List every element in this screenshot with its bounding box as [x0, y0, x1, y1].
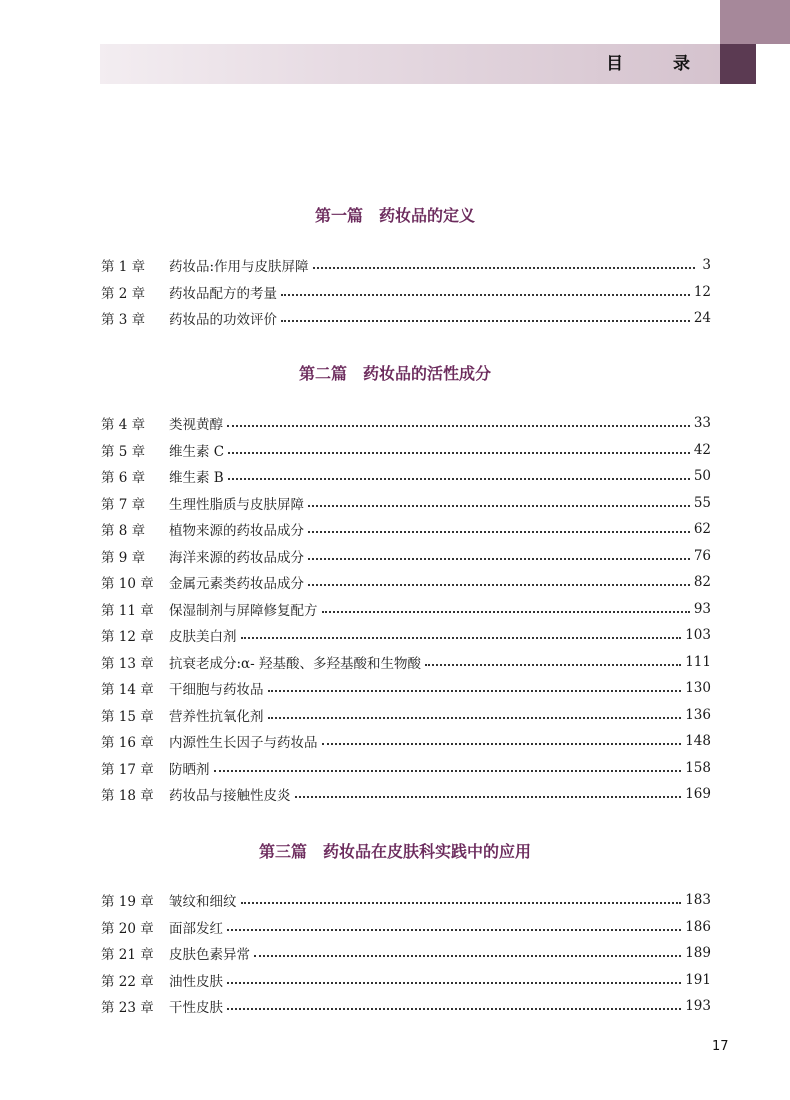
- toc-entry[interactable]: [101, 254, 711, 276]
- chapter-number: 第 1 章: [101, 259, 146, 275]
- chapter-number: 第 8 章: [101, 523, 146, 539]
- chapter-page: 12: [693, 284, 711, 300]
- part-title-2: [0, 361, 790, 384]
- chapter-title: 防晒剂: [169, 762, 210, 778]
- dot-leader: [313, 267, 695, 269]
- dot-leader: [254, 955, 681, 957]
- part-name: 药妆品在皮肤科实践中的应用: [323, 842, 532, 861]
- dot-leader: [281, 294, 690, 296]
- dot-leader: [227, 982, 681, 984]
- chapter-number: 第 16 章: [101, 735, 154, 751]
- part-name: 药妆品的定义: [379, 206, 476, 225]
- chapter-page: 193: [685, 998, 711, 1014]
- chapter-number: 第 14 章: [101, 682, 154, 698]
- toc-entry[interactable]: [101, 704, 711, 726]
- chapter-number: 第 21 章: [101, 947, 154, 963]
- chapter-title: 药妆品与接触性皮炎: [169, 788, 291, 804]
- chapter-number: 第 6 章: [101, 470, 146, 486]
- chapter-page: 189: [685, 945, 711, 961]
- chapter-page: 50: [693, 468, 711, 484]
- header-accent-block: [720, 44, 756, 84]
- chapter-number: 第 22 章: [101, 974, 154, 990]
- chapter-page: 55: [693, 495, 711, 511]
- chapter-title: 皮肤美白剂: [169, 629, 237, 645]
- part-label: 第三篇: [258, 842, 307, 861]
- dot-leader: [308, 531, 690, 533]
- toc-entry[interactable]: [101, 651, 711, 673]
- dot-leader: [281, 320, 690, 322]
- chapter-page: 158: [685, 760, 711, 776]
- chapter-title: 面部发红: [169, 921, 223, 937]
- chapter-title: 营养性抗氧化剂: [169, 709, 264, 725]
- toc-entry[interactable]: [101, 571, 711, 593]
- chapter-title: 类视黄醇: [169, 417, 223, 433]
- dot-leader: [227, 929, 681, 931]
- toc-entry[interactable]: [101, 439, 711, 461]
- chapter-title: 维生素 B: [169, 470, 224, 486]
- chapter-page: 76: [693, 548, 711, 564]
- page-number: 17: [712, 1039, 729, 1054]
- chapter-page: 148: [685, 733, 711, 749]
- toc-entry[interactable]: [101, 677, 711, 699]
- chapter-number: 第 11 章: [101, 603, 154, 619]
- chapter-page: 24: [693, 310, 711, 326]
- chapter-number: 第 10 章: [101, 576, 154, 592]
- toc-entry[interactable]: [101, 757, 711, 779]
- chapter-title: 植物来源的药妆品成分: [169, 523, 304, 539]
- chapter-title: 药妆品:作用与皮肤屏障: [169, 259, 309, 275]
- chapter-number: 第 4 章: [101, 417, 146, 433]
- toc-entry[interactable]: [101, 889, 711, 911]
- dot-leader: [227, 1008, 681, 1010]
- chapter-page: 42: [693, 442, 711, 458]
- part-label: 第一篇: [314, 206, 363, 225]
- toc-entry[interactable]: [101, 545, 711, 567]
- toc-entry[interactable]: [101, 916, 711, 938]
- dot-leader: [308, 584, 690, 586]
- toc-entry[interactable]: [101, 307, 711, 329]
- corner-decoration: [720, 0, 790, 44]
- chapter-title: 干性皮肤: [169, 1000, 223, 1016]
- chapter-number: 第 17 章: [101, 762, 154, 778]
- toc-entry[interactable]: [101, 598, 711, 620]
- dot-leader: [295, 796, 682, 798]
- chapter-page: 169: [685, 786, 711, 802]
- chapter-page: 130: [685, 680, 711, 696]
- chapter-number: 第 12 章: [101, 629, 154, 645]
- chapter-title: 油性皮肤: [169, 974, 223, 990]
- chapter-number: 第 15 章: [101, 709, 154, 725]
- chapter-page: 136: [685, 707, 711, 723]
- part-title-1: [0, 203, 790, 226]
- chapter-title: 皱纹和细纹: [169, 894, 237, 910]
- dot-leader: [228, 478, 690, 480]
- chapter-number: 第 19 章: [101, 894, 154, 910]
- dot-leader: [322, 743, 682, 745]
- chapter-number: 第 20 章: [101, 921, 154, 937]
- chapter-title: 皮肤色素异常: [169, 947, 250, 963]
- toc-entry[interactable]: [101, 412, 711, 434]
- dot-leader: [241, 902, 682, 904]
- toc-entry[interactable]: [101, 465, 711, 487]
- chapter-page: 93: [693, 601, 711, 617]
- chapter-page: 62: [693, 521, 711, 537]
- toc-entry[interactable]: [101, 995, 711, 1017]
- chapter-page: 3: [702, 257, 711, 273]
- toc-entry[interactable]: [101, 518, 711, 540]
- toc-entry[interactable]: [101, 624, 711, 646]
- toc-entry[interactable]: [101, 281, 711, 303]
- chapter-number: 第 5 章: [101, 444, 146, 460]
- chapter-page: 33: [693, 415, 711, 431]
- chapter-page: 186: [685, 919, 711, 935]
- chapter-title: 维生素 C: [169, 444, 225, 460]
- chapter-page: 82: [693, 574, 711, 590]
- chapter-page: 191: [685, 972, 711, 988]
- toc-entry[interactable]: [101, 942, 711, 964]
- dot-leader: [308, 558, 690, 560]
- dot-leader: [214, 770, 682, 772]
- part-label: 第二篇: [298, 364, 347, 383]
- part-name: 药妆品的活性成分: [363, 364, 492, 383]
- chapter-title: 内源性生长因子与药妆品: [169, 735, 318, 751]
- toc-entry[interactable]: [101, 783, 711, 805]
- chapter-page: 103: [685, 627, 711, 643]
- dot-leader: [241, 637, 682, 639]
- chapter-page: 111: [685, 654, 711, 670]
- part-title-3: [0, 839, 790, 862]
- chapter-number: 第 13 章: [101, 656, 154, 672]
- chapter-number: 第 7 章: [101, 497, 146, 513]
- toc-entry[interactable]: [101, 730, 711, 752]
- dot-leader: [227, 425, 690, 427]
- dot-leader: [268, 717, 682, 719]
- chapter-number: 第 2 章: [101, 286, 146, 302]
- chapter-page: 183: [685, 892, 711, 908]
- chapter-title: 抗衰老成分:α- 羟基酸、多羟基酸和生物酸: [169, 656, 422, 672]
- toc-entry[interactable]: [101, 492, 711, 514]
- chapter-number: 第 3 章: [101, 312, 146, 328]
- chapter-title: 药妆品的功效评价: [169, 312, 277, 328]
- dot-leader: [308, 505, 690, 507]
- chapter-title: 保湿制剂与屏障修复配方: [169, 603, 318, 619]
- chapter-number: 第 18 章: [101, 788, 154, 804]
- chapter-title: 药妆品配方的考量: [169, 286, 277, 302]
- chapter-title: 干细胞与药妆品: [169, 682, 264, 698]
- chapter-number: 第 23 章: [101, 1000, 154, 1016]
- chapter-title: 金属元素类药妆品成分: [169, 576, 304, 592]
- toc-entry[interactable]: [101, 969, 711, 991]
- dot-leader: [268, 690, 682, 692]
- page-title: 目 录: [606, 54, 712, 74]
- dot-leader: [228, 452, 690, 454]
- chapter-number: 第 9 章: [101, 550, 146, 566]
- dot-leader: [425, 664, 681, 666]
- dot-leader: [322, 611, 690, 613]
- chapter-title: 海洋来源的药妆品成分: [169, 550, 304, 566]
- chapter-title: 生理性脂质与皮肤屏障: [169, 497, 304, 513]
